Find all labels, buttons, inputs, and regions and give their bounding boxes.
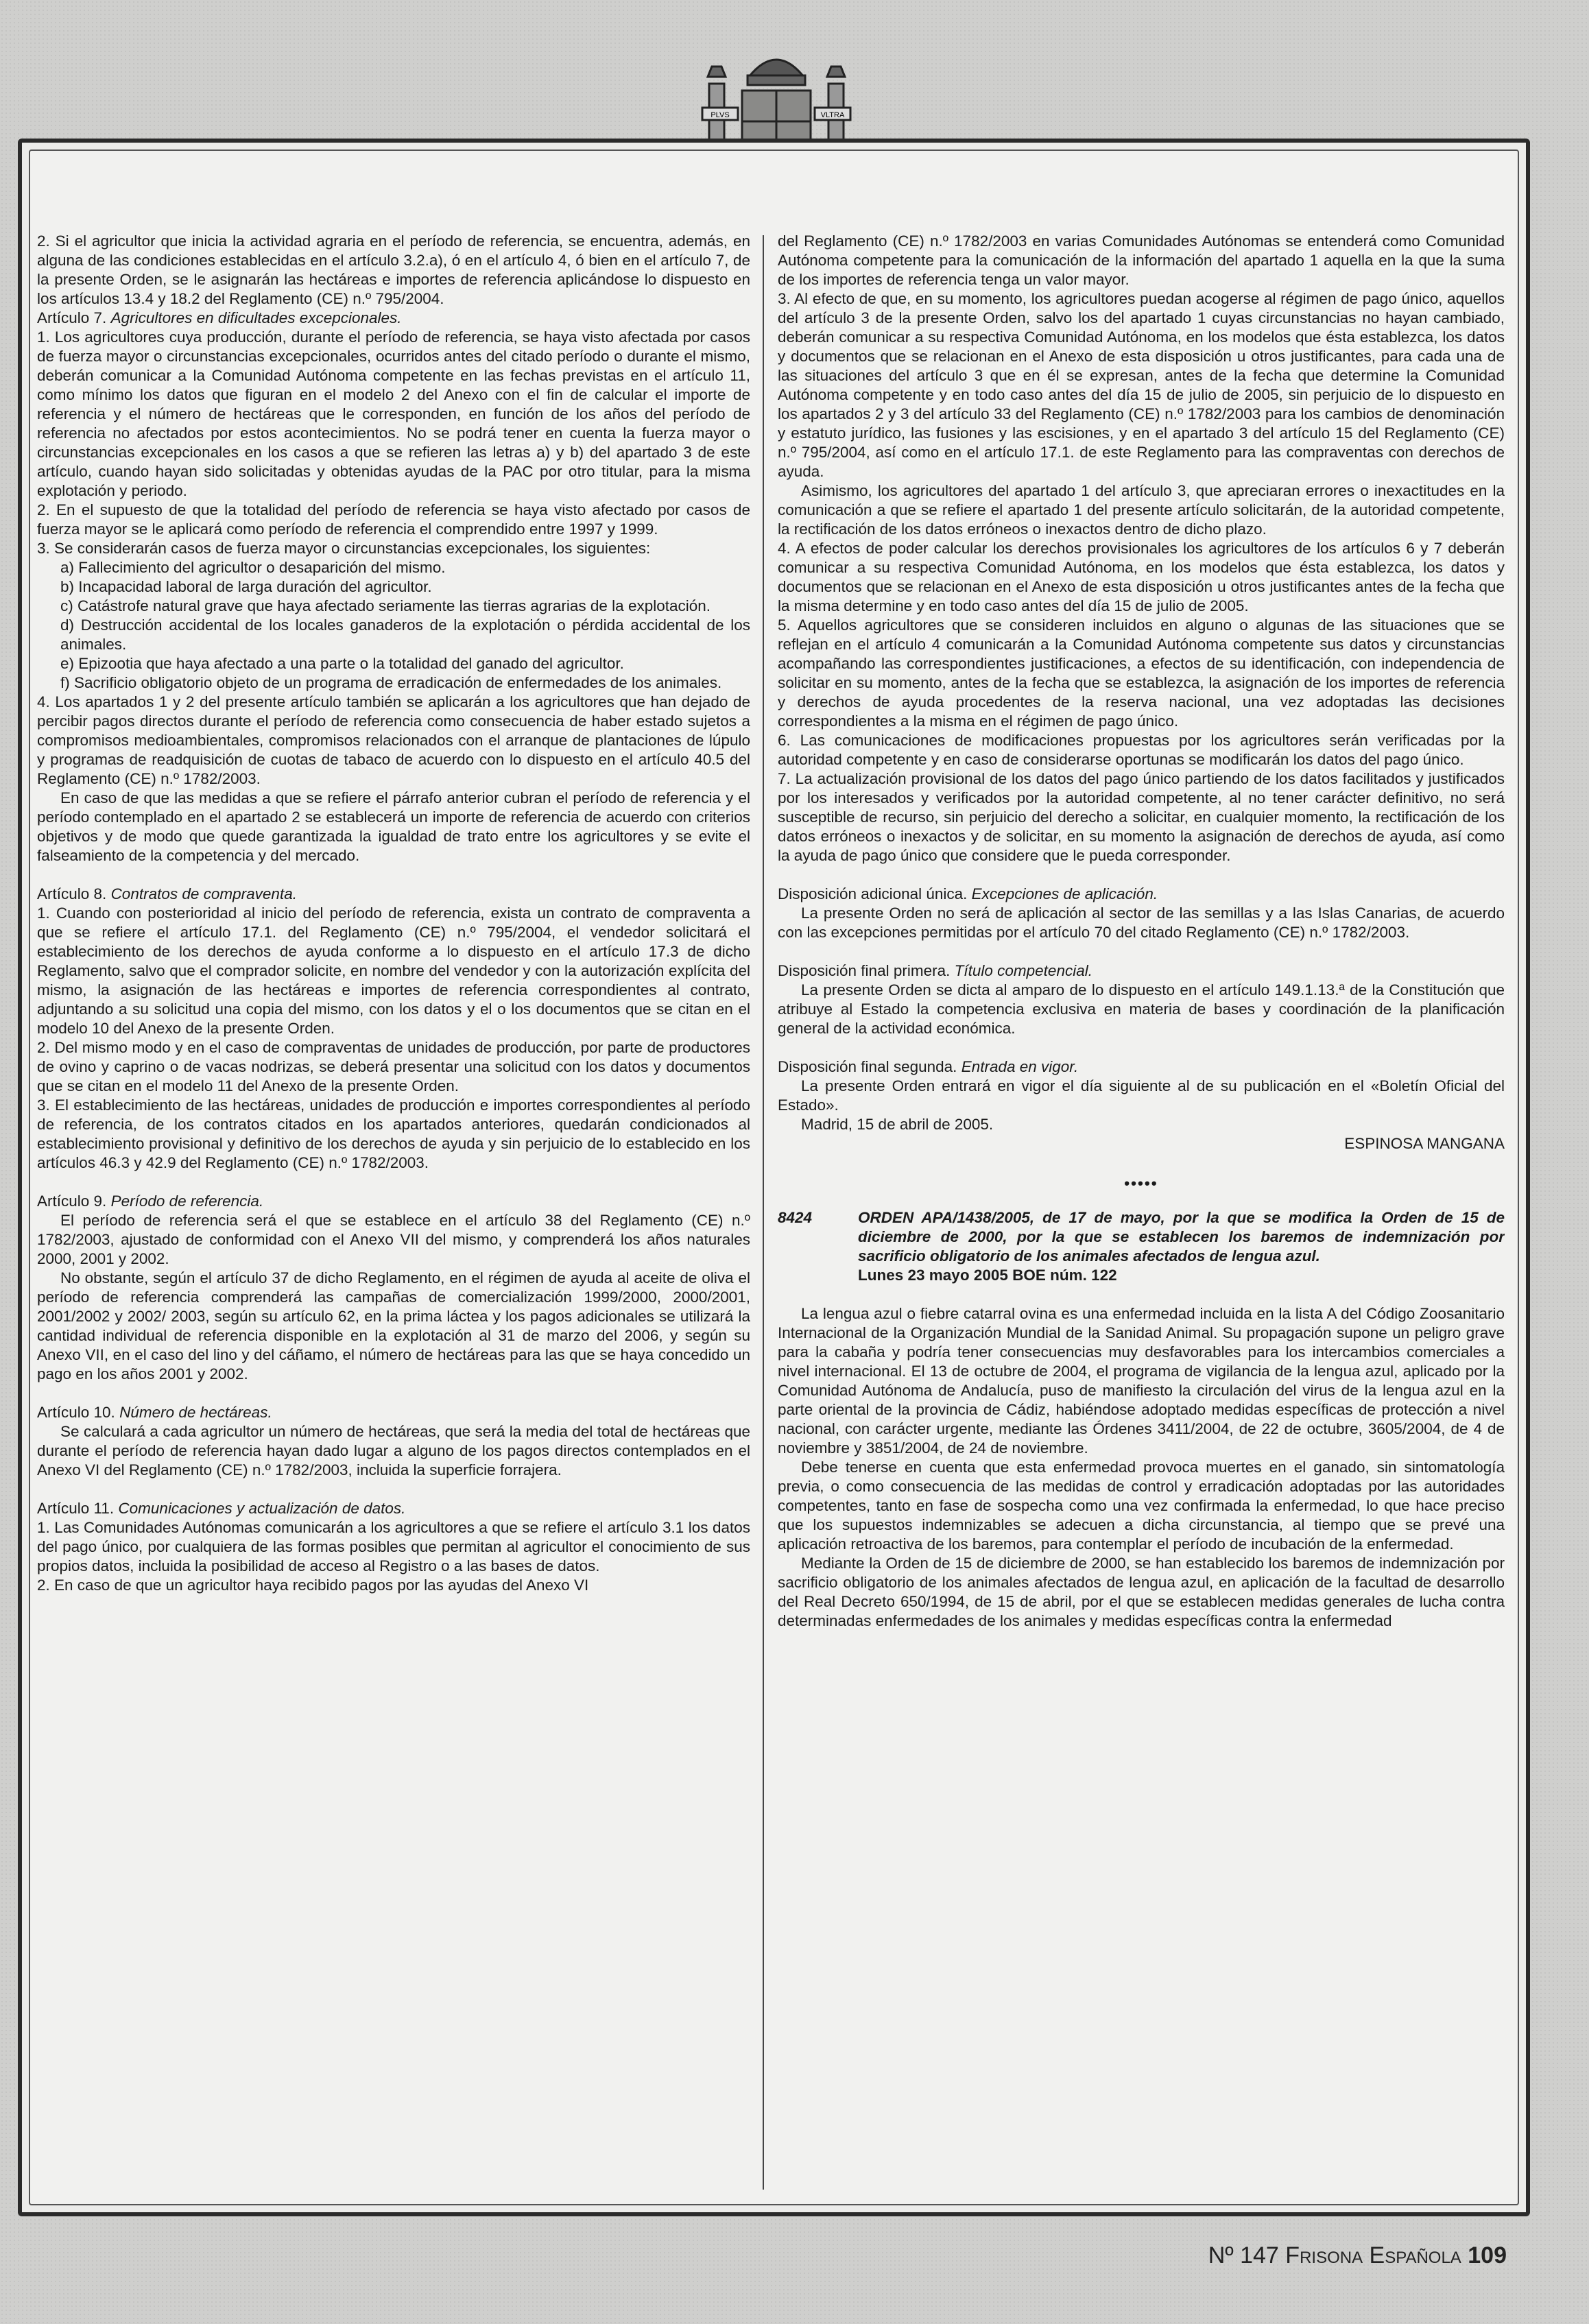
- paragraph: 5. Aquellos agricultores que se consideren incluidos en alguno o algunas de las situaciones que se reflejan en el artículo 4 comunicarán a la Comunidad Autónoma competente sus datos y circunstancias acompañando las correspondientes justificaciones, a efectos de su identificación, con independencia de solicitar en su momento, antes de la fecha que se establezca, la asignación de los importes de referencia y derechos de ayuda procedentes de la reserva nacional, una vez adoptadas las decisiones correspondientes a la misma en el régimen de pago único.: [778, 616, 1505, 730]
- list-item: d) Destrucción accidental de los locales ganaderos de la explotación o pérdida accidental de los animales.: [60, 616, 750, 653]
- paragraph: En caso de que las medidas a que se refiere el párrafo anterior cubran el período de referencia y el período contemplado en el apartado 2 se establecerá un importe de referencia de acuerdo con criterios objetivos y de modo que quede garantizada la igualdad de trato entre los agricultores y se evite el falseamiento de la competencia y del mercado.: [37, 789, 750, 864]
- separator: •••••: [1124, 1175, 1158, 1192]
- signature: ESPINOSA MANGANA: [1344, 1135, 1505, 1152]
- paragraph: La presente Orden se dicta al amparo de lo dispuesto en el artículo 149.1.13.ª de la Constitución que atribuye al Estado la competencia exclusiva en materia de bases y coordinación de la planificación general de la actividad económica.: [778, 981, 1505, 1037]
- list-item: a) Fallecimiento del agricultor o desaparición del mismo.: [60, 559, 446, 576]
- paragraph: Debe tenerse en cuenta que esta enfermedad provoca muertes en el ganado, sin sintomatología previa, o como consecuencia de las medidas de control y erradicación adoptadas por las autoridades competentes, tanto en fase de sospecha como una vez confirmada la enfermedad, lo que hace preciso que los supuestos indemnizables se adecuen a dicha circunstancia, al tiempo que se prevé una aplicación retroactiva de los baremos, para contemplar el período de incubación de la enfermedad.: [778, 1459, 1505, 1553]
- page-frame: [18, 139, 1530, 2216]
- left-column: [37, 232, 750, 2193]
- paragraph: 3. Al efecto de que, en su momento, los agricultores puedan acogerse al régimen de pago único, aquellos del artículo 3 de la presente Orden, salvo los del apartado 1 cuyas circunstancias no hayan cambiado, deberán comunicar a su respectiva Comunidad Autónoma, en los modelos que ésta establezca, los datos y documentos que se relacionan en el Anexo de esta disposición u otros justificantes, para cada una de las situaciones del artículo 3 que en él se expresan, antes de la fecha que determine la Comunidad Autónoma competente y en todo caso antes del día 15 de julio de 2005, sin perjuicio de lo dispuesto en los apartados 2 y 3 del artículo 33 del Reglamento (CE) n.º 1782/2003 para los cambios de denominación y estatuto jurídico, las fusiones y las escisiones, y en el apartado 3 del artículo 15 del Reglamento (CE) n.º 795/2004, así como en el artículo 17.1. de este Reglamento para las compraventas con derechos de ayuda.: [778, 290, 1505, 480]
- order-boe-reference: Lunes 23 mayo 2005 BOE núm. 122: [858, 1267, 1117, 1284]
- column-divider: [763, 235, 764, 2190]
- paragraph: Asimismo, los agricultores del apartado 1 del artículo 3, que apreciaran errores o inexactitudes en la comunicación a que se refiere el apartado 1 del presente artículo solicitarán, de la autoridad competente, la rectificación de los datos erróneos o inexactos dentro de dicho plazo.: [778, 482, 1505, 538]
- paragraph: 3. El establecimiento de las hectáreas, unidades de producción e importes correspondientes al período de referencia, de los contratos citados en los apartados anteriores, quedarán condicionados al establecimiento provisional y definitivo de los derechos de ayuda y sin perjuicio de lo establecido en los artículos 46.3 y 42.9 del Reglamento (CE) n.º 1782/2003.: [37, 1097, 750, 1171]
- paragraph: 4. A efectos de poder calcular los derechos provisionales los agricultores de los artículos 6 y 7 deberán comunicar a su respectiva Comunidad Autónoma, en los modelos que ésta establezca, los datos y documentos que se relacionan en el Anexo de esta disposición u otros justificantes antes de la fecha que la misma determine y en todo caso antes del día 15 de julio de 2005.: [778, 540, 1505, 614]
- paragraph: 1. Las Comunidades Autónomas comunicarán a los agricultores a que se refiere el artículo 3.1 los datos del pago único, por cualquiera de las formas posibles que permitan al agricultor el conocimiento de sus propios datos, incluida la posibilidad de acceso al Registro o a las bases de datos.: [37, 1519, 750, 1574]
- paragraph: 2. Si el agricultor que inicia la actividad agraria en el período de referencia, se encuentra, además, en alguna de las condiciones establecidas en el artículo 3.2.a), ó en el artículo 4, ó bien en el artículo 7, de la presente Orden, se le asignarán las hectáreas e importes de referencia aplicándose lo dispuesto en los artículos 13.4 y 18.2 del Reglamento (CE) n.º 795/2004.: [37, 232, 750, 307]
- article-10-heading: Artículo 10. Número de hectáreas.: [37, 1404, 272, 1421]
- svg-text:VLTRA: VLTRA: [820, 111, 845, 119]
- article-8-heading: Artículo 8. Contratos de compraventa.: [37, 885, 297, 902]
- right-column: [778, 232, 1505, 2193]
- final-provision-1-heading: Disposición final primera. Título competencial.: [778, 962, 1092, 979]
- paragraph: 1. Los agricultores cuya producción, durante el período de referencia, se haya visto afectada por casos de fuerza mayor o circunstancias excepcionales, ocurridos antes del citado período o durante el mismo, deberán comunicar a la Comunidad Autónoma competente en las fechas previstas en el artículo 11, como mínimo los datos que figuran en el modelo 2 del Anexo con el fin de calcular el importe de referencia y el número de hectáreas que le corresponden, en función de los años del período de referencia no afectados por estos acontecimientos. No se podrá tener en cuenta la fuerza mayor o circunstancias excepcionales en los casos a que se refieren las letras a) y b) del apartado 3 de este artículo, cuando hayan sido solicitadas y obtenidas ayudas de la PAC por otro titular, para la misma explotación y periodo.: [37, 328, 750, 499]
- paragraph: del Reglamento (CE) n.º 1782/2003 en varias Comunidades Autónomas se entenderá como Comunidad Autónoma competente para la comunicación de la información del apartado 1 aquella en la que la suma de los importes de referencia tenga un valor mayor.: [778, 232, 1505, 288]
- list-item: e) Epizootia que haya afectado a una parte o la totalidad del ganado del agricultor.: [60, 655, 624, 672]
- issue-number: Nº 147: [1208, 2242, 1279, 2268]
- magazine-name: Frisona Española: [1285, 2242, 1461, 2268]
- order-number: 8424: [778, 1209, 813, 1226]
- paragraph: La lengua azul o fiebre catarral ovina es una enfermedad incluida en la lista A del Código Zoosanitario Internacional de la Organización Mundial de la Sanidad Animal. Su propagación supone un peligro grave para la cabaña y podría tener consecuencias muy desfavorables para los intercambios comerciales a nivel internacional. El 13 de octubre de 2004, el programa de vigilancia de la lengua azul, aplicado por la Comunidad Autónoma de Andalucía, puso de manifiesto la circulación del virus de la lengua azul en la parte oriental de la provincia de Cádiz, habiéndose adoptado medidas específicas de protección a nivel nacional, con carácter urgente, mediante las Órdenes 3411/2004, de 22 de octubre, 3605/2004, de 4 de noviembre y 3851/2004, de 24 de noviembre.: [778, 1305, 1505, 1457]
- additional-provision-heading: Disposición adicional única. Excepciones de aplicación.: [778, 885, 1158, 902]
- paragraph: 1. Cuando con posterioridad al inicio del período de referencia, exista un contrato de compraventa a que se refiere el artículo 17.1. del Reglamento (CE) n.º 795/2004, el vendedor solicitará el establecimiento de los derechos de ayuda conforme a lo dispuesto en el artículo 17.3 de dicho Reglamento, salvo que el comprador solicite, en nombre del vendedor y con la autorización explícita del mismo, la asignación de las hectáreas e importes de referencia correspondientes al contrato, adjuntando a su solicitud una copia del mismo, con los datos y el o los documentos que se citan en el modelo 10 del Anexo de la presente Orden.: [37, 905, 750, 1037]
- article-9-heading: Artículo 9. Período de referencia.: [37, 1193, 264, 1210]
- final-provision-2-heading: Disposición final segunda. Entrada en vigor.: [778, 1058, 1079, 1075]
- paragraph: 2. En caso de que un agricultor haya recibido pagos por las ayudas del Anexo VI: [37, 1577, 589, 1594]
- paragraph: 6. Las comunicaciones de modificaciones propuestas por los agricultores serán verificadas por la autoridad competente y en caso de considerarse oportunas se modificarán los datos del pago único.: [778, 732, 1505, 768]
- page-number: 109: [1468, 2242, 1507, 2268]
- paragraph: El período de referencia será el que se establece en el artículo 38 del Reglamento (CE) n.º 1782/2003, ajustado de conformidad con el Anexo VII del mismo, y comprenderá los años naturales 2000, 2001 y 2002.: [37, 1212, 750, 1267]
- paragraph: 2. En el supuesto de que la totalidad del período de referencia se haya visto afectado por casos de fuerza mayor se le aplicará como período de referencia el comprendido entre 1997 y 1999.: [37, 501, 750, 538]
- list-item: f) Sacrificio obligatorio objeto de un programa de erradicación de enfermedades de los animales.: [60, 674, 722, 691]
- list-item: c) Catástrofe natural grave que haya afectado seriamente las tierras agrarias de la explotación.: [60, 597, 711, 614]
- paragraph: 2. Del mismo modo y en el caso de compraventas de unidades de producción, por parte de productores de ovino y caprino o de vacas nodrizas, se deberá presentar una solicitud con los datos y documentos que se citan en el modelo 11 del Anexo de la presente Orden.: [37, 1039, 750, 1094]
- paragraph: 4. Los apartados 1 y 2 del presente artículo también se aplicarán a los agricultores que han dejado de percibir pagos directos durante el período de referencia como consecuencia de haber estado sujetos a compromisos medioambientales, compromisos relacionados con el arranque de plantaciones de lúpulo y programas de readquisición de cuotas de tabaco de acuerdo con lo dispuesto en el artículo 40.5 del Reglamento (CE) n.º 1782/2003.: [37, 693, 750, 787]
- order-title: ORDEN APA/1438/2005, de 17 de mayo, por la que se modifica la Orden de 15 de diciembre de 2000, por la que se establecen los baremos de indemnización por sacrificio obligatorio de los animales afectados de lengua azul.: [858, 1209, 1505, 1265]
- page-footer: [1208, 2242, 1507, 2269]
- paragraph: 7. La actualización provisional de los datos del pago único partiendo de los datos facilitados y justificados por los interesados y verificados por la autoridad competente, al no tener carácter definitivo, no será susceptible de recurso, sin perjuicio del derecho a solicitar, en cualquier momento, la rectificación de los datos erróneos o inexactos y de solicitar, en su momento la asignación de derechos de ayuda, así como la ayuda de pago único que considere que le pueda corresponder.: [778, 770, 1505, 864]
- list-item: b) Incapacidad laboral de larga duración del agricultor.: [60, 578, 432, 595]
- order-header: [778, 1208, 1505, 1285]
- place-date: Madrid, 15 de abril de 2005.: [801, 1116, 994, 1133]
- paragraph: La presente Orden no será de aplicación al sector de las semillas y a las Islas Canarias, de acuerdo con las excepciones permitidas por el artículo 70 del citado Reglamento (CE) n.º 1782/2003.: [778, 905, 1505, 941]
- paragraph: 3. Se considerarán casos de fuerza mayor o circunstancias excepcionales, los siguientes:: [37, 540, 651, 557]
- paragraph: Se calculará a cada agricultor un número de hectáreas, que será la media del total de hectáreas que durante el período de referencia hayan dado lugar a alguno de los pagos directos contemplados en el Anexo VI del Reglamento (CE) n.º 1782/2003, incluida la superficie forrajera.: [37, 1423, 750, 1478]
- paragraph: Mediante la Orden de 15 de diciembre de 2000, se han establecido los baremos de indemnización por sacrificio obligatorio de los animales afectados de lengua azul, en aplicación de la facultad de desarrollo del Real Decreto 650/1994, de 15 de abril, por el que se establecen medidas generales de lucha contra determinadas enfermedades de los animales y medidas específicas contra la enfermedad: [778, 1555, 1505, 1629]
- paragraph: La presente Orden entrará en vigor el día siguiente al de su publicación en el «Boletín Oficial del Estado».: [778, 1077, 1505, 1114]
- article-7-heading: Artículo 7. Agricultores en dificultades excepcionales.: [37, 309, 402, 326]
- svg-text:PLVS: PLVS: [710, 111, 730, 119]
- article-11-heading: Artículo 11. Comunicaciones y actualización de datos.: [37, 1500, 406, 1517]
- paragraph: No obstante, según el artículo 37 de dicho Reglamento, en el régimen de ayuda al aceite de oliva el período de referencia comprenderá las campañas de comercialización 1999/2000, 2000/2001, 2001/2002 y 2002/ 2003, según su artículo 62, en la prima láctea y los pagos adicionales se utilizará la cantidad individual de referencia disponible en la explotación al 31 de marzo del 2006, y según su Anexo VII, en el caso del lino y del cáñamo, el número de hectáreas para las que se haya concedido un pago en los años 2001 y 2002.: [37, 1269, 750, 1382]
